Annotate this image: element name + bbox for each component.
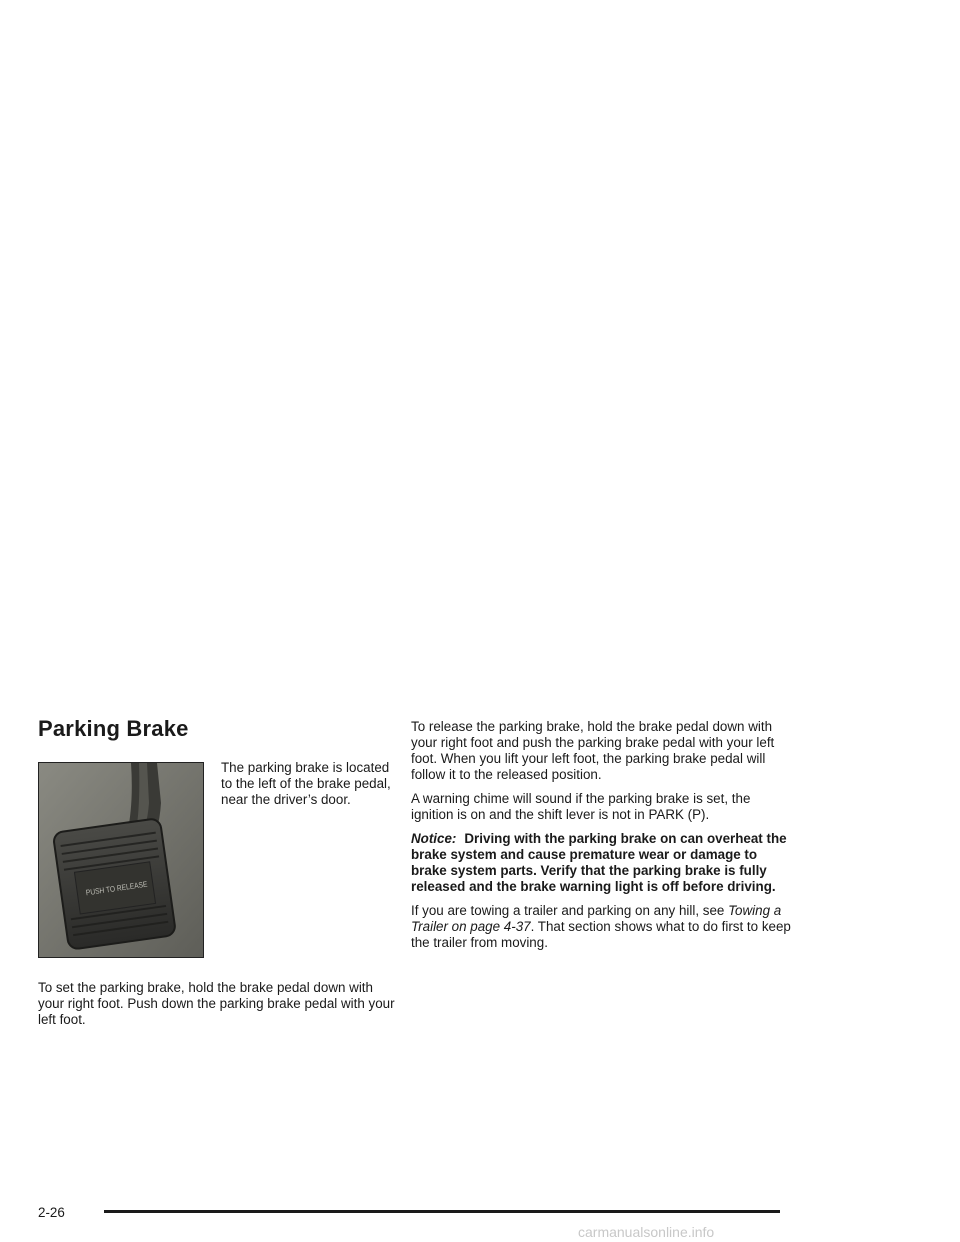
parking-brake-pedal-image <box>38 762 204 958</box>
towing-text-pre: If you are towing a trailer and parking on any hill, see <box>411 903 725 918</box>
page-number: 2-26 <box>38 1205 65 1220</box>
footer-rule <box>104 1210 780 1213</box>
notice-text: Driving with the parking brake on can overheat the brake system and cause premature wear or damage to brake system parts. Verify that the parking brake is fully released and the brake warning light is off before driving. <box>411 831 787 894</box>
side-text: The parking brake is located to the left of the brake pedal, near the driver’s door. <box>221 760 391 807</box>
release-paragraph: To release the parking brake, hold the brake pedal down with your right foot and push the parking brake pedal with your left foot. When you lift your left foot, the parking brake pedal will follow it to the released position. <box>411 719 775 782</box>
notice-label: Notice: <box>411 831 457 846</box>
watermark: carmanualsonline.info <box>578 1224 715 1240</box>
towing-paragraph <box>411 903 791 951</box>
towing-text-post: . That section shows what to do first to keep the trailer from moving. <box>411 919 791 950</box>
section-title: Parking Brake <box>38 716 189 741</box>
set-brake-paragraph: To set the parking brake, hold the brake pedal down with your right foot. Push down the parking brake pedal with your left foot. <box>38 980 395 1027</box>
warning-chime-paragraph: A warning chime will sound if the parking brake is set, the ignition is on and the shift lever is not in PARK (P). <box>411 791 751 822</box>
towing-reference-link[interactable]: Towing a Trailer on page 4-37 <box>411 903 782 934</box>
notice-paragraph <box>411 831 791 895</box>
photo-caption-text: PUSH TO RELEASE <box>85 878 161 898</box>
right-column <box>411 719 791 959</box>
